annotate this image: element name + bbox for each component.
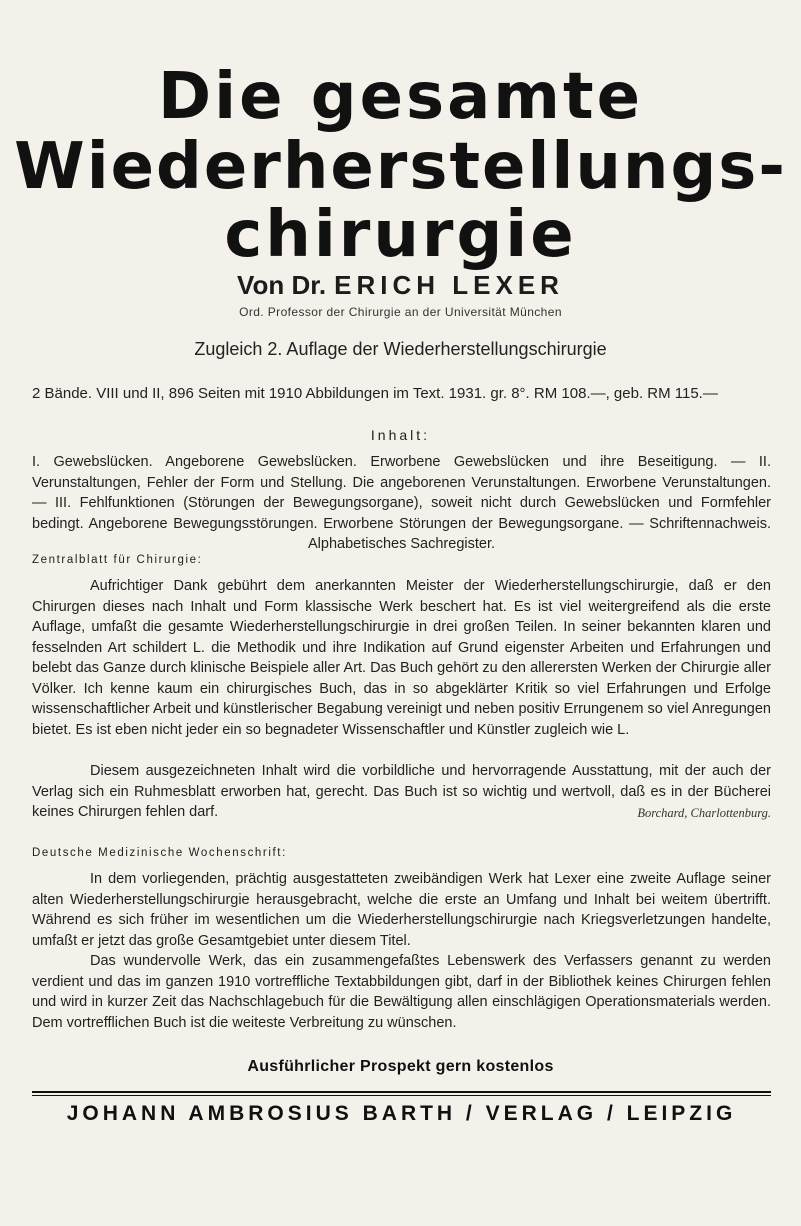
contents-text: I. Gewebslücken. Angeborene Gewebslücken. Erworbene Gewebslücken und ihre Beseitigung. — II. Verunstaltungen, Fehler der Form und Stellung. Die angeborenen Verunstaltungen. Erworbene Verunstaltungen. — III. Fehlfunktionen (Störungen der Bewegungsorgane), soweit nicht durch Gewebslücken und Formfehler bedingt. Angeborene Bewegungsstörungen. Erworbene Störungen der Bewegungsorgane. — Schriftennachweis. Alphabetisches Sachregister. bbox=[32, 454, 771, 552]
volume-details: 2 Bände. VIII und II, 896 Seiten mit 1910 Abbildungen im Text. 1931. gr. 8°. RM 108.—, geb. RM 115.— bbox=[32, 385, 718, 402]
author-name: ERICH LEXER bbox=[334, 270, 564, 300]
review-source: Deutsche Medizinische Wochenschrift: bbox=[32, 847, 287, 859]
review-paragraph: Das wundervolle Werk, das ein zusammengefaßtes Lebenswerk des Verfassers genannt zu werden verdient und das im ganzen 1910 vortreffliche Textabbildungen gibt, darf in der Bibliothek keines Chirurgen fehlen und wird in kurzer Zeit das Nachschlagebuch für die Bewältigung allen einschlägigen Operationsmaterials werden. Dem vortrefflichen Buch ist die weiteste Verbreitung zu wünschen. bbox=[32, 953, 771, 1031]
review-paragraph bbox=[32, 761, 771, 824]
edition-note: Zugleich 2. Auflage der Wiederherstellungschirurgie bbox=[194, 339, 607, 359]
review-paragraph: In dem vorliegenden, prächtig ausgestatteten zweibändigen Werk hat Lexer eine zweite Auflage seiner alten Wiederherstellungschirurgie herausgebracht, welche die erste an Umfang und Inhalt bei weitem übertrifft. Während es sich früher im wesentlichen um die Wiederherstellungschirurgie nach Kriegsverletzungen handelte, umfaßt er jetzt das große Gesamtgebiet unter diesem Titel. bbox=[32, 871, 771, 949]
author-position: Ord. Professor der Chirurgie an der Universität München bbox=[239, 305, 562, 319]
title-line-1: Die gesamte bbox=[158, 60, 643, 134]
review-source: Zentralblatt für Chirurgie: bbox=[32, 554, 203, 566]
review-paragraph-text: Diesem ausgezeichneten Inhalt wird die vorbildliche und hervorragende Ausstattung, mit der auch der Verlag sich ein Ruhmesblatt erworben hat, gerecht. Das Buch ist so wichtig und wertvoll, daß es in der Bücherei keines Chirurgen fehlen darf. bbox=[32, 763, 771, 820]
divider-rule bbox=[32, 1095, 771, 1096]
contents-heading: Inhalt: bbox=[370, 427, 431, 443]
author-prefix: Von Dr. bbox=[237, 270, 327, 300]
divider-rule bbox=[32, 1091, 771, 1093]
review-paragraph: Aufrichtiger Dank gebührt dem anerkannten Meister der Wiederherstellungschirurgie, daß er den Chirurgen dieses nach Inhalt und Form klassische Werk beschert hat. Es ist viel weitergreifend als die erste Auflage, umfaßt die gesamte Wiederherstellungschirurgie in drei großen Teilen. In seiner bekannten klaren und fesselnden Art schildert L. die Methodik und ihre Indikation auf Grund eigenster Arbeiten und Erfahrungen und belebt das Ganze durch klinische Beispiele aller Art. Das Buch gehört zu den allerersten Werken der Chirurgie aller Völker. Ich kenne kaum ein chirurgisches Buch, das in so abgeklärter Kritik so viel Erfahrungen und Erfolge wissenschaftlicher Arbeit und künstlerischer Begabung vereinigt und neben positiv Errungenem so viel Anregungen bietet. Es ist eben nicht jeder ein so begnadeter Wissenschaftler und Künstler zugleich wie L. bbox=[32, 578, 771, 738]
title-line-2: Wiederherstellungs- bbox=[14, 130, 787, 204]
title-line-3: chirurgie bbox=[224, 198, 577, 272]
review-signature: Borchard, Charlottenburg. bbox=[637, 806, 771, 820]
publisher-line: JOHANN AMBROSIUS BARTH / VERLAG / LEIPZIG bbox=[66, 1102, 737, 1125]
author-line bbox=[0, 270, 801, 300]
prospectus-note: Ausführlicher Prospekt gern kostenlos bbox=[247, 1058, 554, 1075]
